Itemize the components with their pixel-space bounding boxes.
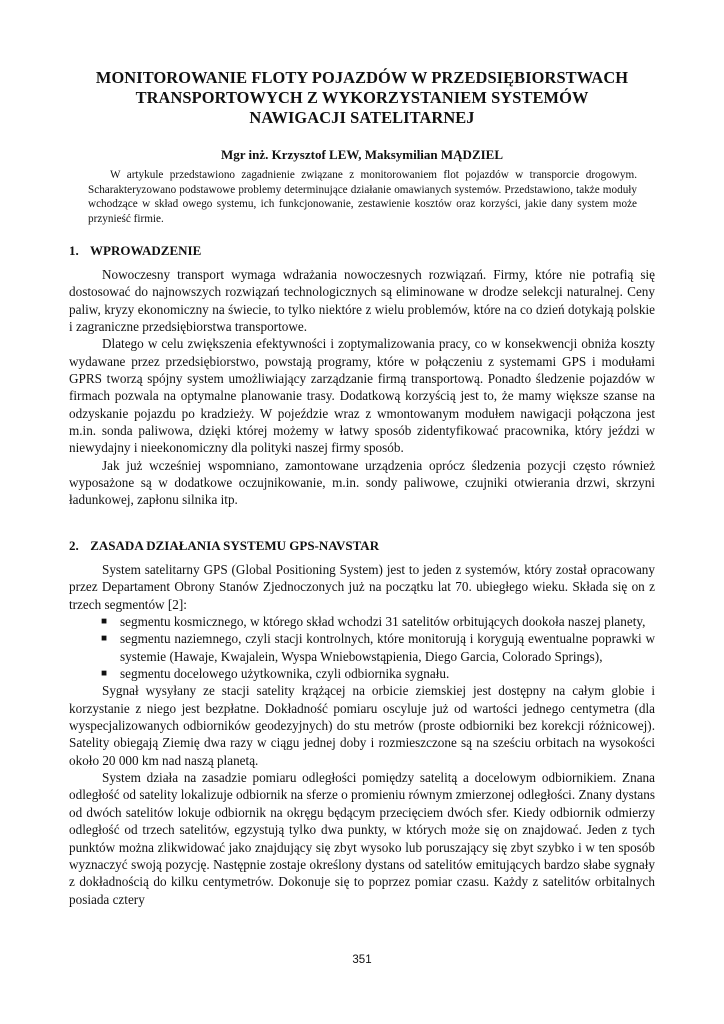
section-1-heading: [69, 243, 201, 259]
paragraph: Jak już wcześniej wspomniano, zamontowane urządzenia oprócz śledzenia pozycji często również wyposażone są w dodatkowe oczujnikowanie, m.in. sondy paliwowe, czujniki otwierania drzwi, skrzyni ładunkowej, zapłonu silnika itp.: [69, 457, 655, 508]
paragraph: System działa na zasadzie pomiaru odległości pomiędzy satelitą a docelowym odbiornikiem. Znana odległość od satelity lokalizuje odbiornik na sferze o promieniu równym zmierzonej odległości. Znany dystans od dwóch satelitów lokuje odbiornik na okręgu będącym przecięciem dwóch sfer. Kiedy odbiornik odmierzy odległość od trzech satelitów, egzystują tylko dwa punkty, w których może się on znajdować. Jeden z tych punktów można zlikwidować jako znajdujący się zbyt wysoko lub poruszający się zbyt szybko i w ten sposób wyznaczyć swoją pozycję. Następnie zostaje określony dystans od satelitów emitujących bardzo słabe sygnały z dokładnością do kilku centymetrów. Dokonuje się to poprzez pomiar czasu. Każdy z satelitów orbitalnych posiada cztery: [69, 770, 655, 907]
square-bullet-icon: ■: [101, 616, 108, 628]
title-line: TRANSPORTOWYCH Z WYKORZYSTANIEM SYSTEMÓW: [135, 88, 589, 107]
section-title: WPROWADZENIE: [90, 243, 202, 258]
page-number: 351: [352, 954, 372, 966]
title-line: NAWIGACJI SATELITARNEJ: [249, 108, 475, 127]
authors: Mgr inż. Krzysztof LEW, Maksymilian MĄDZIEL: [220, 147, 504, 162]
list-item-text: segmentu docelowego użytkownika, czyli odbiornika sygnału.: [120, 666, 450, 682]
section-2-body: [69, 561, 655, 908]
list-item: [69, 665, 655, 682]
abstract: W artykule przedstawiono zagadnienie związane z monitorowaniem flot pojazdów w transporcie drogowym. Scharakteryzowano podstawowe problemy determinujące działanie omawianych systemów. Przedstawiono, także moduły wchodzące w skład owego systemu, ich funkcjonowanie, zestawienie kosztów oraz korzyści, jakie dany system może przynieść firmie.: [88, 169, 637, 225]
segment-list: [69, 613, 655, 682]
section-number: 1.: [69, 243, 79, 258]
square-bullet-icon: ■: [101, 668, 108, 680]
section-title: ZASADA DZIAŁANIA SYSTEMU GPS-NAVSTAR: [90, 538, 380, 553]
section-2-heading: [69, 538, 379, 554]
paragraph: Dlatego w celu zwiększenia efektywności i zoptymalizowania pracy, co w konsekwencji obniża koszty wydawane przez przedsiębiorstwo, powstają programy, które w połączeniu z systemami GPS i modułami GPRS tworzą spójny system umożliwiający zarządzanie firmą transportową. Ponadto śledzenie pojazdów w firmach pozwala na optymalne planowanie trasy. Dodatkową korzyścią jest to, że mamy większe szanse na odzyskanie pojazdu po kradzieży. W pojeździe wraz z wmontowanym modułem nawigacji połączona jest m.in. sonda paliwowa, dzięki której możemy w łatwy sposób zidentyfikować pracownika, który jeździ w niewydajny i nieekonomiczny dla polityki naszej firmy sposób.: [69, 336, 655, 456]
list-item-text: segmentu kosmicznego, w którego skład wchodzi 31 satelitów orbitujących dookoła naszej planety,: [120, 614, 646, 630]
paragraph: Nowoczesny transport wymaga wdrażania nowoczesnych rozwiązań. Firmy, które nie potrafią się dostosować do najnowszych rozwiązań technologicznych są eliminowane w drodze selekcji naturalnej. Ceny paliw, kryzy ekonomiczny na świecie, to tylko niektóre z wielu problemów, które na co dzień dotykają polskie i zagraniczne przedsiębiorstwa transportowe.: [69, 267, 655, 335]
title-line: MONITOROWANIE FLOTY POJAZDÓW W PRZEDSIĘBIORSTWACH: [95, 68, 629, 87]
section-1-body: [69, 266, 655, 509]
paragraph: System satelitarny GPS (Global Positioning System) jest to jeden z systemów, który został opracowany przez Departament Obrony Stanów Zjednoczonych już na początku lat 70. ubiegłego wieku. Składa się on z trzech segmentów [2]:: [69, 562, 655, 612]
list-item-text: segmentu naziemnego, czyli stacji kontrolnych, które monitorują i korygują ewentualne poprawki w systemie (Hawaje, Kwajalein, Wyspa Wniebowstąpienia, Diego Garcia, Colorado Springs),: [120, 631, 655, 664]
square-bullet-icon: ■: [101, 633, 108, 645]
paragraph: Sygnał wysyłany ze stacji satelity krążącej na orbicie ziemskiej jest dostępny na całym globie i korzystanie z niego jest bezpłatne. Dokładność pomiaru oscyluje już od wartości jednego centymetra (dla wyspecjalizowanych odbiorników geodezyjnych) do stu metrów (proste odbiorniki bez korekcji różnicowej). Satelity obiegają Ziemię dwa razy w ciągu jednej doby i rozmieszczone są na sześciu orbitach na wysokości około 20 000 km nad naszą planetą.: [69, 683, 655, 768]
list-item: [69, 630, 655, 665]
list-item: [69, 613, 655, 630]
section-number: 2.: [69, 538, 79, 553]
paper-title: [60, 68, 664, 128]
